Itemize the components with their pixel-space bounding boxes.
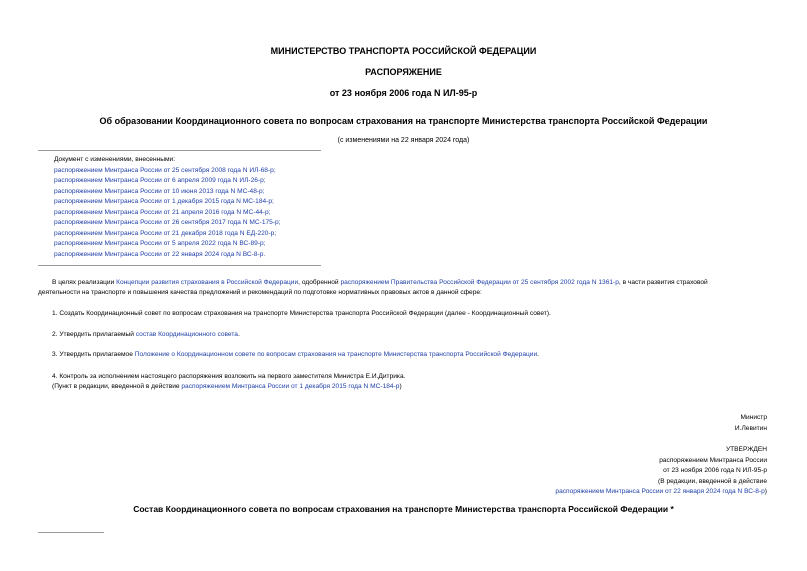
preamble-text: , в части развития страховой [618, 279, 708, 286]
approval-line-2: распоряжением Минтранса России [659, 456, 767, 464]
amendment-link[interactable]: распоряжением Минтранса России от 1 декабря 2015 года N МС-184-р [181, 383, 400, 390]
item-3-text: 3. Утвердить прилагаемое [52, 351, 135, 358]
changes-heading: Документ с изменениями, внесенными: [54, 156, 176, 163]
item-2-end: . [237, 331, 240, 338]
approval-amendment-link[interactable]: распоряжением Минтранса России от 22 января 2024 года N ВС-8-р [555, 488, 765, 495]
doc-type-heading: РАСПОРЯЖЕНИЕ [365, 67, 442, 77]
approval-line-5 [555, 487, 767, 498]
signature-block [735, 413, 767, 434]
approval-line-1: УТВЕРЖДЕН [725, 446, 767, 453]
composition-title: Состав Координационного совета по вопросам страхования на транспорте Министерства транспорта Российской Федерации * [133, 504, 674, 514]
item-2-text: 2. Утвердить прилагаемый [52, 331, 136, 338]
item-1: 1. Создать Координационный совет по вопросам страхования на транспорте Министерства транспорта Российской Федерации (далее - Координационный совет). [52, 310, 551, 317]
approval-line-4: (В редакции, введенной в действие [658, 477, 767, 485]
preamble-text: В целях реализации [52, 279, 117, 286]
change-link[interactable]: распоряжением Минтранса России от 1 декабря 2015 года N МС-184-р; [54, 198, 274, 205]
changes-list [54, 155, 281, 260]
approval-line-3: от 23 ноября 2006 года N ИЛ-95-р [663, 467, 767, 474]
item-2 [52, 330, 240, 341]
doc-date-heading: от 23 ноября 2006 года N ИЛ-95-р [329, 88, 478, 98]
item-4: 4. Контроль за исполнением настоящего распоряжения возложить на первого заместителя Министра Е.И.Дитрика. [52, 373, 406, 380]
item-3-end: . [537, 351, 539, 358]
signature-position: Министр [740, 414, 767, 421]
preamble-line-2: деятельности на транспорте и повышения качества предложений и рекомендаций по подготовке нормативных правовых актов в данной сфере: [38, 289, 482, 296]
divider-bottom [38, 265, 321, 266]
item-4-note [52, 382, 402, 393]
approval-line-5-end: ) [764, 488, 767, 495]
change-link[interactable]: распоряжением Минтранса России от 21 декабря 2018 года N ЕД-220-р; [54, 229, 277, 237]
document-title: Об образовании Координационного совета по вопросам страхования на транспорте Министерства транспорта Российской Федерации [99, 116, 708, 126]
item-4-note-end: ) [399, 383, 402, 390]
item-3 [52, 350, 539, 361]
signature-name: И.Левитин [734, 424, 767, 432]
change-link[interactable]: распоряжением Минтранса России от 22 января 2024 года N ВС-8-р. [54, 250, 266, 258]
change-link[interactable]: распоряжением Минтранса России от 21 апреля 2016 года N МС-44-р; [54, 208, 271, 216]
change-link[interactable]: распоряжением Минтранса России от 6 апреля 2009 года N ИЛ-26-р; [54, 177, 266, 184]
change-link[interactable]: распоряжением Минтранса России от 25 сентября 2008 года N ИЛ-68-р; [54, 166, 276, 174]
composition-link[interactable]: состав Координационного совета [135, 331, 238, 338]
change-link[interactable]: распоряжением Минтранса России от 10 июня 2013 года N МС-48-р; [54, 187, 265, 195]
change-link[interactable]: распоряжением Минтранса России от 26 сентября 2017 года N МС-175-р; [54, 219, 281, 226]
preamble-line-1 [52, 278, 708, 289]
approval-block [555, 445, 767, 498]
concept-link[interactable]: Концепции развития страхования в Российской Федерации [116, 279, 299, 286]
preamble-text: , одобренной [298, 279, 341, 286]
divider-top [38, 150, 321, 151]
government-order-link[interactable]: распоряжением Правительства Российской Федерации от 25 сентября 2002 года N 1361-р [340, 279, 619, 286]
item-4-note-text: (Пункт в редакции, введенной в действие [52, 383, 182, 390]
regulation-link[interactable]: Положение о Координационном совете по вопросам страхования на транспорте Министерства транспорта Российской Федерации [134, 351, 538, 358]
revision-note: (с изменениями на 22 января 2024 года) [337, 137, 470, 144]
change-link[interactable]: распоряжением Минтранса России от 5 апреля 2022 года N ВС-89-р; [54, 240, 266, 247]
footnote-divider [38, 532, 104, 533]
ministry-heading: МИНИСТЕРСТВО ТРАНСПОРТА РОССИЙСКОЙ ФЕДЕРАЦИИ [270, 46, 537, 56]
